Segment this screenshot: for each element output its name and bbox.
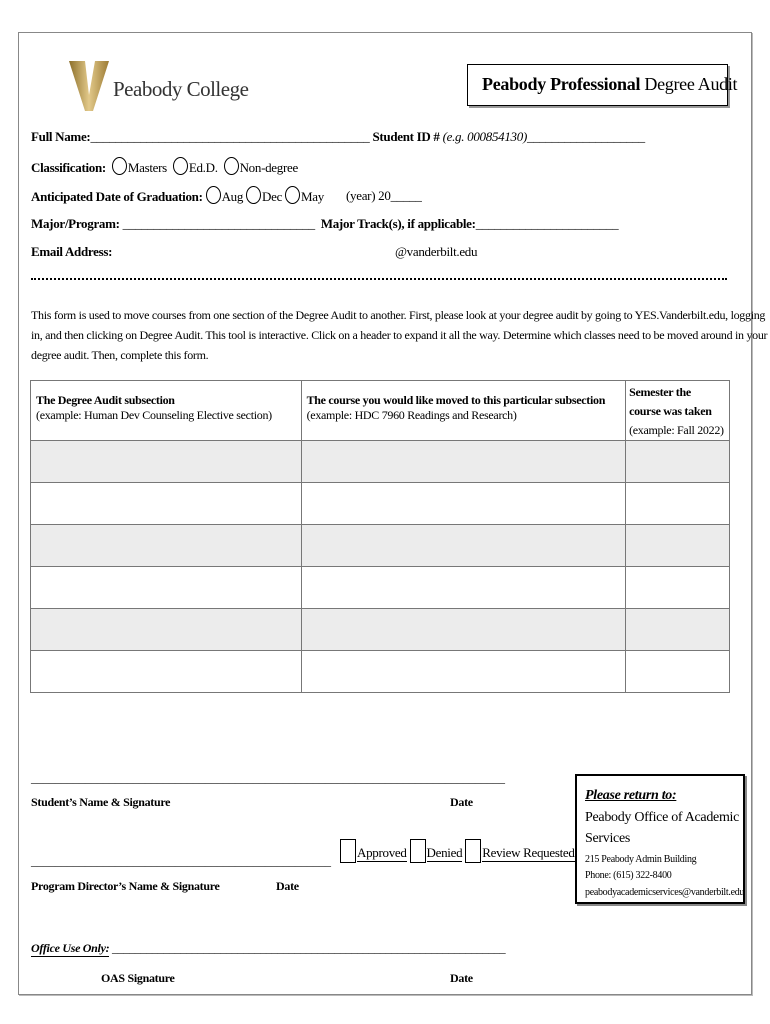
track-field[interactable]: _______________________ (475, 216, 619, 231)
radio-non-degree[interactable] (224, 157, 239, 175)
classification-label: Classification: (31, 160, 106, 175)
classification-row (31, 157, 298, 176)
instructions-line-3: degree audit. Then, complete this form. (31, 348, 209, 362)
office-use-row (31, 941, 505, 957)
table-row (31, 567, 730, 609)
office-use-label: Office Use Only: (31, 941, 110, 955)
instructions-line-2: in, and then clicking on Degree Audit. This tool is interactive. Click on a header to expand it all the way. Determine which classes need to be moved around in your (31, 328, 768, 342)
radio-aug[interactable] (206, 186, 221, 204)
return-office-2: Services (585, 831, 631, 846)
option-dec: Dec (262, 189, 283, 204)
course-cell[interactable] (301, 609, 625, 651)
option-masters: Masters (127, 160, 167, 175)
header-semester: Semester the course was taken (example: Fall 2022) (626, 381, 730, 441)
email-label: Email Address: (31, 244, 113, 259)
subsection-cell[interactable] (31, 483, 302, 525)
major-row (31, 216, 618, 232)
header-course: The course you would like moved to this particular subsection (example: HDC 7960 Readings and Research) (301, 381, 625, 441)
oas-date-label: Date (450, 971, 473, 985)
full-name-label: Full Name: (31, 129, 91, 144)
semester-cell[interactable] (626, 651, 730, 693)
option-non-degree: Non-degree (239, 160, 298, 175)
major-label: Major/Program: (31, 216, 120, 231)
checkbox-review-requested[interactable] (465, 839, 481, 863)
option-may: May (301, 189, 324, 204)
track-label: Major Track(s), if applicable: (320, 216, 476, 231)
title-rest: Degree Audit (640, 74, 738, 94)
subsection-cell[interactable] (31, 567, 302, 609)
student-id-field[interactable]: ___________________ (526, 129, 645, 144)
student-signature-label: Student’s Name & Signature (31, 795, 171, 809)
course-cell[interactable] (301, 651, 625, 693)
form-page (18, 32, 768, 995)
semester-cell[interactable] (626, 441, 730, 483)
radio-may[interactable] (285, 186, 300, 204)
office-use-line[interactable]: _____________________________________________________________________ (112, 941, 506, 955)
checkbox-denied[interactable] (410, 839, 426, 863)
return-email: peabodyacademicservices@vanderbilt.edu (585, 887, 745, 898)
table-row (31, 525, 730, 567)
instructions (31, 305, 767, 365)
director-date-label: Date (276, 879, 299, 893)
option-review-requested: Review Requested (482, 845, 575, 860)
email-field[interactable]: @vanderbilt.edu (395, 244, 478, 259)
major-field[interactable]: _______________________________ (122, 216, 315, 231)
student-id-label: Student ID # (372, 129, 440, 144)
graduation-row (31, 186, 324, 205)
decision-options (340, 839, 575, 863)
director-signature-label: Program Director’s Name & Signature (31, 879, 220, 893)
student-date-label: Date (450, 795, 473, 809)
course-cell[interactable] (301, 525, 625, 567)
subsection-cell[interactable] (31, 609, 302, 651)
course-cell[interactable] (301, 567, 625, 609)
subsection-cell[interactable] (31, 651, 302, 693)
semester-cell[interactable] (626, 567, 730, 609)
table-row (31, 651, 730, 693)
full-name-field[interactable]: _____________________________________________ (90, 129, 370, 144)
course-move-table (30, 380, 730, 693)
table-row (31, 483, 730, 525)
semester-cell[interactable] (626, 525, 730, 567)
table-row (31, 441, 730, 483)
director-signature-line[interactable]: __________________________________________________ (31, 854, 331, 868)
return-phone: Phone: (615) 322-8400 (585, 870, 672, 881)
option-denied: Denied (426, 845, 463, 860)
subsection-cell[interactable] (31, 525, 302, 567)
radio-masters[interactable] (112, 157, 127, 175)
graduation-year-field[interactable]: (year) 20_____ (346, 188, 422, 203)
oas-signature-label: OAS Signature (101, 971, 175, 985)
option-approved: Approved (357, 845, 407, 860)
dotted-divider (31, 278, 727, 280)
subsection-cell[interactable] (31, 441, 302, 483)
title-bold: Peabody Professional (482, 74, 641, 94)
checkbox-approved[interactable] (340, 839, 356, 863)
instructions-line-1: This form is used to move courses from one section of the Degree Audit to another. First, please look at your degree audit by going to YES.Vanderbilt.edu, logging (31, 308, 766, 322)
student-id-example: (e.g. 000854130) (442, 129, 527, 144)
option-aug: Aug (221, 189, 244, 204)
course-cell[interactable] (301, 483, 625, 525)
return-address-box (575, 774, 745, 904)
college-name: Peabody College (113, 77, 249, 101)
option-edd: Ed.D. (188, 160, 218, 175)
semester-cell[interactable] (626, 609, 730, 651)
form-title-box (467, 64, 738, 106)
vanderbilt-v-logo (69, 61, 109, 111)
full-name-row (31, 129, 645, 145)
radio-edd[interactable] (173, 157, 188, 175)
course-cell[interactable] (301, 441, 625, 483)
return-heading: Please return to: (585, 788, 677, 803)
return-address: 215 Peabody Admin Building (585, 854, 697, 865)
table-row (31, 609, 730, 651)
header-subsection: The Degree Audit subsection (example: Human Dev Counseling Elective section) (31, 381, 302, 441)
student-signature-line[interactable]: _______________________________________________________________________________ (31, 771, 505, 785)
radio-dec[interactable] (246, 186, 261, 204)
semester-cell[interactable] (626, 483, 730, 525)
return-office-1: Peabody Office of Academic (585, 810, 740, 825)
graduation-label: Anticipated Date of Graduation: (31, 189, 203, 204)
